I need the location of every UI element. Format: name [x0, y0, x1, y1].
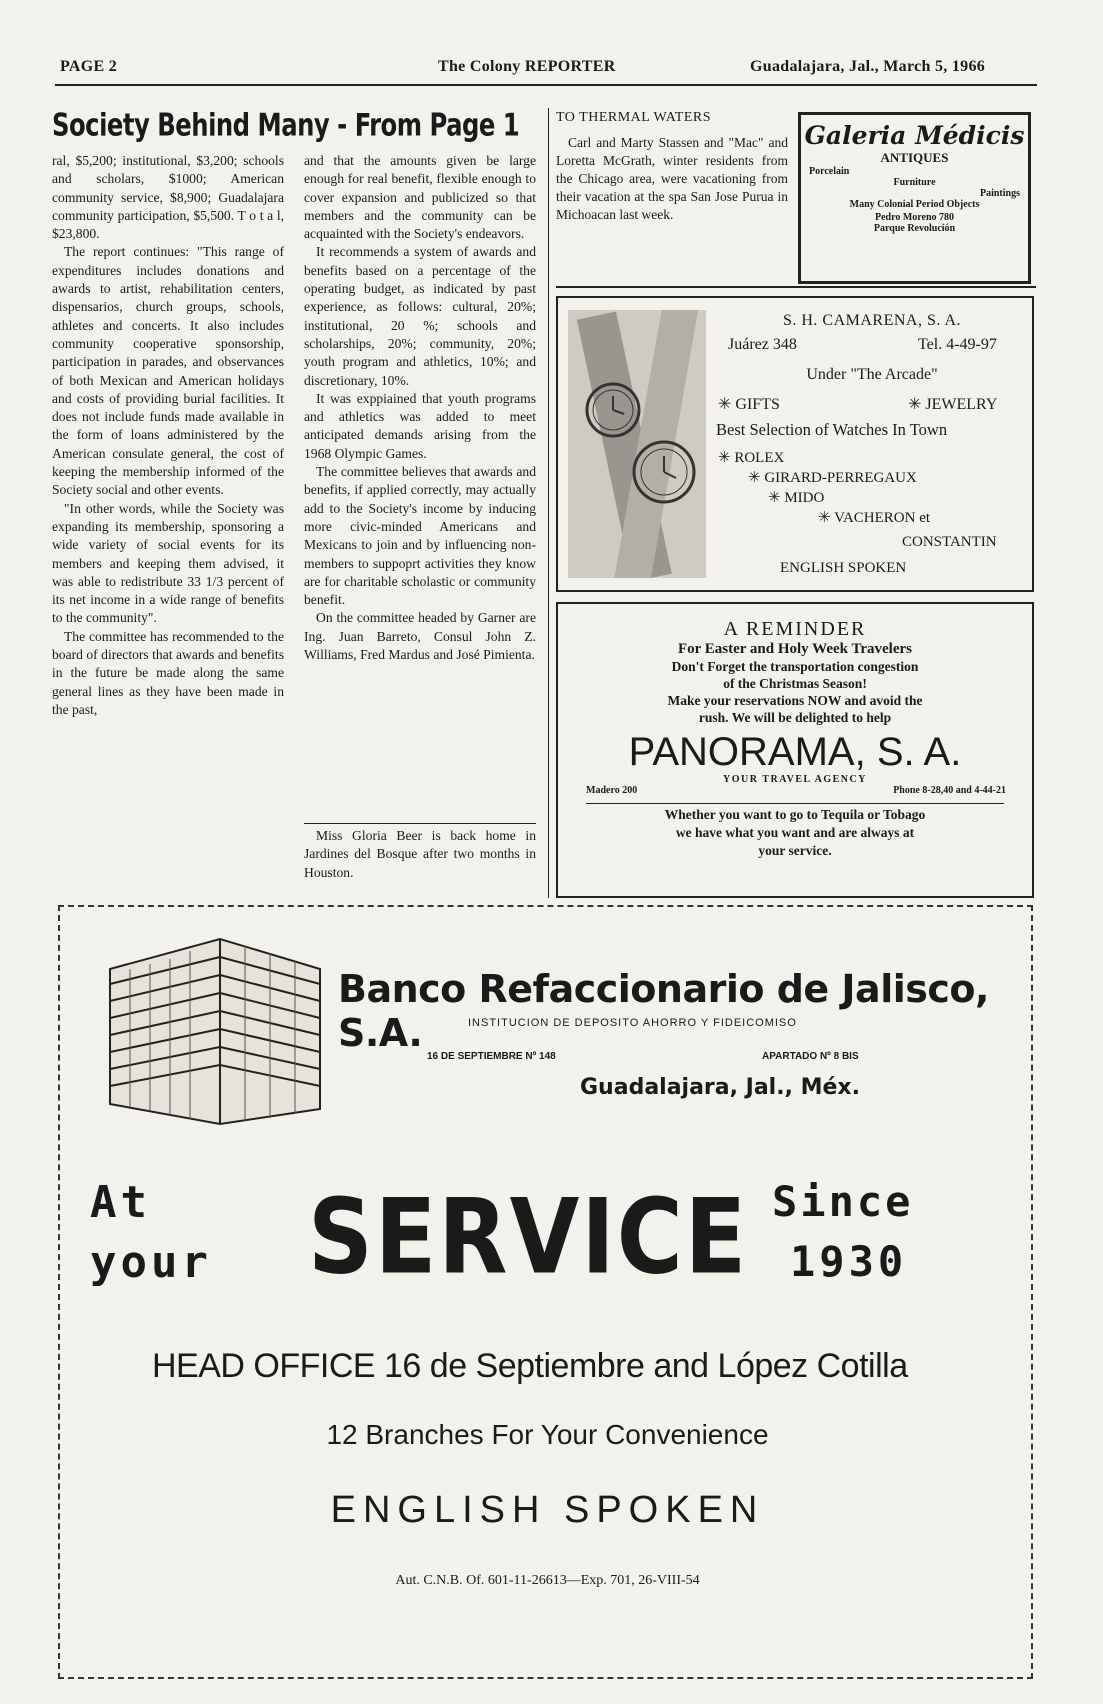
galeria-name: Galeria Médicis	[804, 121, 1025, 150]
thermal-waters-title: TO THERMAL WATERS	[556, 110, 711, 125]
galeria-paintings: Paintings	[979, 188, 1020, 199]
galeria-porcelain: Porcelain	[809, 166, 850, 177]
camarena-name: S. H. CAMARENA, S. A.	[782, 312, 962, 329]
header-rule	[55, 84, 1037, 86]
bank-english: ENGLISH SPOKEN	[330, 1489, 765, 1531]
galeria-antiques: ANTIQUES	[880, 150, 949, 165]
panorama-closing-3: your service.	[758, 843, 832, 858]
dateline: Guadalajara, Jal., March 5, 1966	[750, 58, 986, 75]
article-paragraph: The committee believes that awards and benefits, if applied correctly, may actually add to the Society's income by inducing more civic-minded Americans and Mexicans to join and by influencing non-members to suppoprt activities they know are for charitable scholastic or community benefit.	[304, 464, 536, 608]
panorama-name: PANORAMA, S. A.	[628, 730, 962, 774]
panorama-agency: YOUR TRAVEL AGENCY	[723, 774, 867, 785]
bank-subtitle: INSTITUCION DE DEPOSITO AHORRO Y FIDEICOMISO	[468, 1017, 797, 1029]
brand-label: MIDO	[784, 490, 825, 506]
jewelry-label: JEWELRY	[925, 396, 998, 413]
brand-constantin: CONSTANTIN	[902, 534, 997, 550]
bank-your: your	[90, 1237, 212, 1288]
bank-apartado: APARTADO Nº 8 BIS	[762, 1051, 859, 1062]
galeria-address-2: Parque Revolución	[873, 223, 956, 234]
camarena-best: Best Selection of Watches In Town	[716, 420, 948, 439]
social-note	[304, 827, 536, 882]
column-rule	[548, 108, 549, 898]
galeria-address-1: Pedro Moreno 780	[874, 212, 955, 223]
brand-girard: ✳ GIRARD-PERREGAUX	[748, 470, 917, 486]
article-paragraph: The committee has recommended to the board of directors that awards and benefits in the future be made along the same general lines as they have been made in the past,	[52, 628, 284, 717]
watches-illustration	[568, 310, 706, 578]
panorama-line-3: of the Christmas Season!	[723, 676, 867, 691]
bank-name: Banco Refaccionario de Jalisco, S.A.	[338, 967, 989, 1055]
brand-vacheron: ✳ VACHERON et	[818, 510, 931, 526]
section-rule	[556, 286, 1036, 288]
camarena-address: Juárez 348	[728, 336, 797, 353]
article-paragraph: It was exppiained that youth programs and athletics was added to meet anticipated demands arising from the 1968 Olympic Games.	[304, 390, 536, 461]
panorama-contact-row	[558, 785, 1032, 799]
brand-rolex: ✳ ROLEX	[718, 450, 785, 466]
galeria-colonial: Many Colonial Period Objects	[849, 199, 980, 210]
bank-street: 16 DE SEPTIEMBRE Nº 148	[427, 1051, 556, 1062]
bank-service: SERVICE	[308, 1177, 749, 1298]
column-divider	[304, 823, 536, 824]
galeria-medicis-ad	[798, 112, 1031, 284]
bank-since: Since	[772, 1177, 914, 1226]
newspaper-name: The Colony REPORTER	[438, 58, 616, 75]
article-paragraph: "In other words, while the Society was expanding its membership, sponsoring a wide variety of social events for its members and keeping them advised, it was able to redistribute 33 1/3 percent of its net income in a wide range of benefits to the community".	[52, 500, 284, 626]
panorama-closing-2: we have what you want and are always at	[675, 825, 915, 840]
panorama-phone: Phone 8-28,40 and 4-44-21	[893, 785, 1006, 796]
gifts-label: GIFTS	[735, 396, 780, 413]
panorama-line-2: Don't Forget the transportation congestion	[671, 659, 919, 674]
camarena-ad	[556, 296, 1034, 592]
brand-label: ROLEX	[734, 450, 785, 466]
camarena-gifts: ✳ GIFTS	[718, 396, 780, 413]
brand-mido: ✳ MIDO	[768, 490, 825, 506]
article-paragraph: The report continues: "This range of expenditures includes donations and awards to artist, rehabilitation centers, dispensarios, church groups, schools, athletes and concerts. It also includes community cooperative sponsorship, participation in parades, and observances of both Mexican and American holidays and costs of providing burial facilities. It does not include funds made available in the form of loans administered by the American consulate general, the cost of keeping the membership informed of the Society social and other events.	[52, 244, 284, 498]
bank-ad	[58, 905, 1033, 1679]
panorama-address: Madero 200	[586, 785, 638, 796]
camarena-arcade: Under "The Arcade"	[806, 366, 938, 383]
bank-authorization: Aut. C.N.B. Of. 601-11-26613—Exp. 701, 26-VIII-54	[395, 1573, 700, 1588]
page-number: PAGE 2	[60, 58, 118, 75]
article-paragraph: and that the amounts given be large enough for real benefit, flexible enough to cover expansion and publicized so that members and the community can be acquainted with the Society's endeavors.	[304, 153, 536, 242]
article-paragraph: On the committee headed by Garner are Ing. Juan Barreto, Consul John Z. Williams, Fred Mardus and José Pimienta.	[304, 610, 536, 663]
bank-at: At	[90, 1177, 151, 1228]
panorama-line-4: Make your reservations NOW and avoid the	[667, 693, 923, 708]
article-column-1	[52, 152, 284, 719]
article-column-2	[304, 152, 536, 664]
camarena-tel: Tel. 4-49-97	[918, 336, 997, 353]
bank-building-illustration	[90, 929, 340, 1129]
bank-year: 1930	[790, 1237, 908, 1286]
bank-branches: 12 Branches For Your Convenience	[326, 1419, 769, 1450]
thermal-waters-item	[556, 110, 788, 224]
camarena-jewelry: ✳ JEWELRY	[908, 396, 998, 413]
camarena-english: ENGLISH SPOKEN	[780, 560, 907, 576]
panorama-divider	[586, 803, 1004, 804]
bank-head-office: HEAD OFFICE 16 de Septiembre and López Cotilla	[152, 1347, 908, 1385]
thermal-waters-text: Carl and Marty Stassen and "Mac" and Loretta McGrath, winter residents from the Chicago area, were vacationing from their vacation at the spa San Jose Purua in Michoacan last week.	[556, 135, 788, 222]
galeria-furniture: Furniture	[893, 177, 936, 188]
panorama-closing-1: Whether you want to go to Tequila or Tobago	[664, 807, 926, 822]
panorama-reminder: A REMINDER	[723, 618, 867, 640]
panorama-line-5: rush. We will be delighted to help	[698, 710, 892, 725]
bank-city: Guadalajara, Jal., Méx.	[580, 1075, 860, 1100]
article-headline: Society Behind Many - From Page 1	[52, 108, 520, 144]
article-paragraph: ral, $5,200; institutional, $3,200; schools and scholars, $1000; American community service, $8,900; Guadalajara community participation, $5,500. T o t a l, $23,800.	[52, 153, 284, 242]
brand-label: GIRARD-PERREGAUX	[764, 470, 917, 486]
panorama-ad	[556, 602, 1034, 898]
article-paragraph: It recommends a system of awards and benefits based on a percentage of the operating budget, as indicated by past experience, as follows: cultural, 20%; institutional, 20 %; schools and scholarships, 20%; community, 20%; youth program and athletics, 10%; and discretionary, 10%.	[304, 244, 536, 388]
panorama-line-1: For Easter and Holy Week Travelers	[677, 641, 913, 657]
social-note-text: Miss Gloria Beer is back home in Jardines del Bosque after two months in Houston.	[304, 828, 536, 880]
brand-label: VACHERON et	[834, 510, 931, 526]
